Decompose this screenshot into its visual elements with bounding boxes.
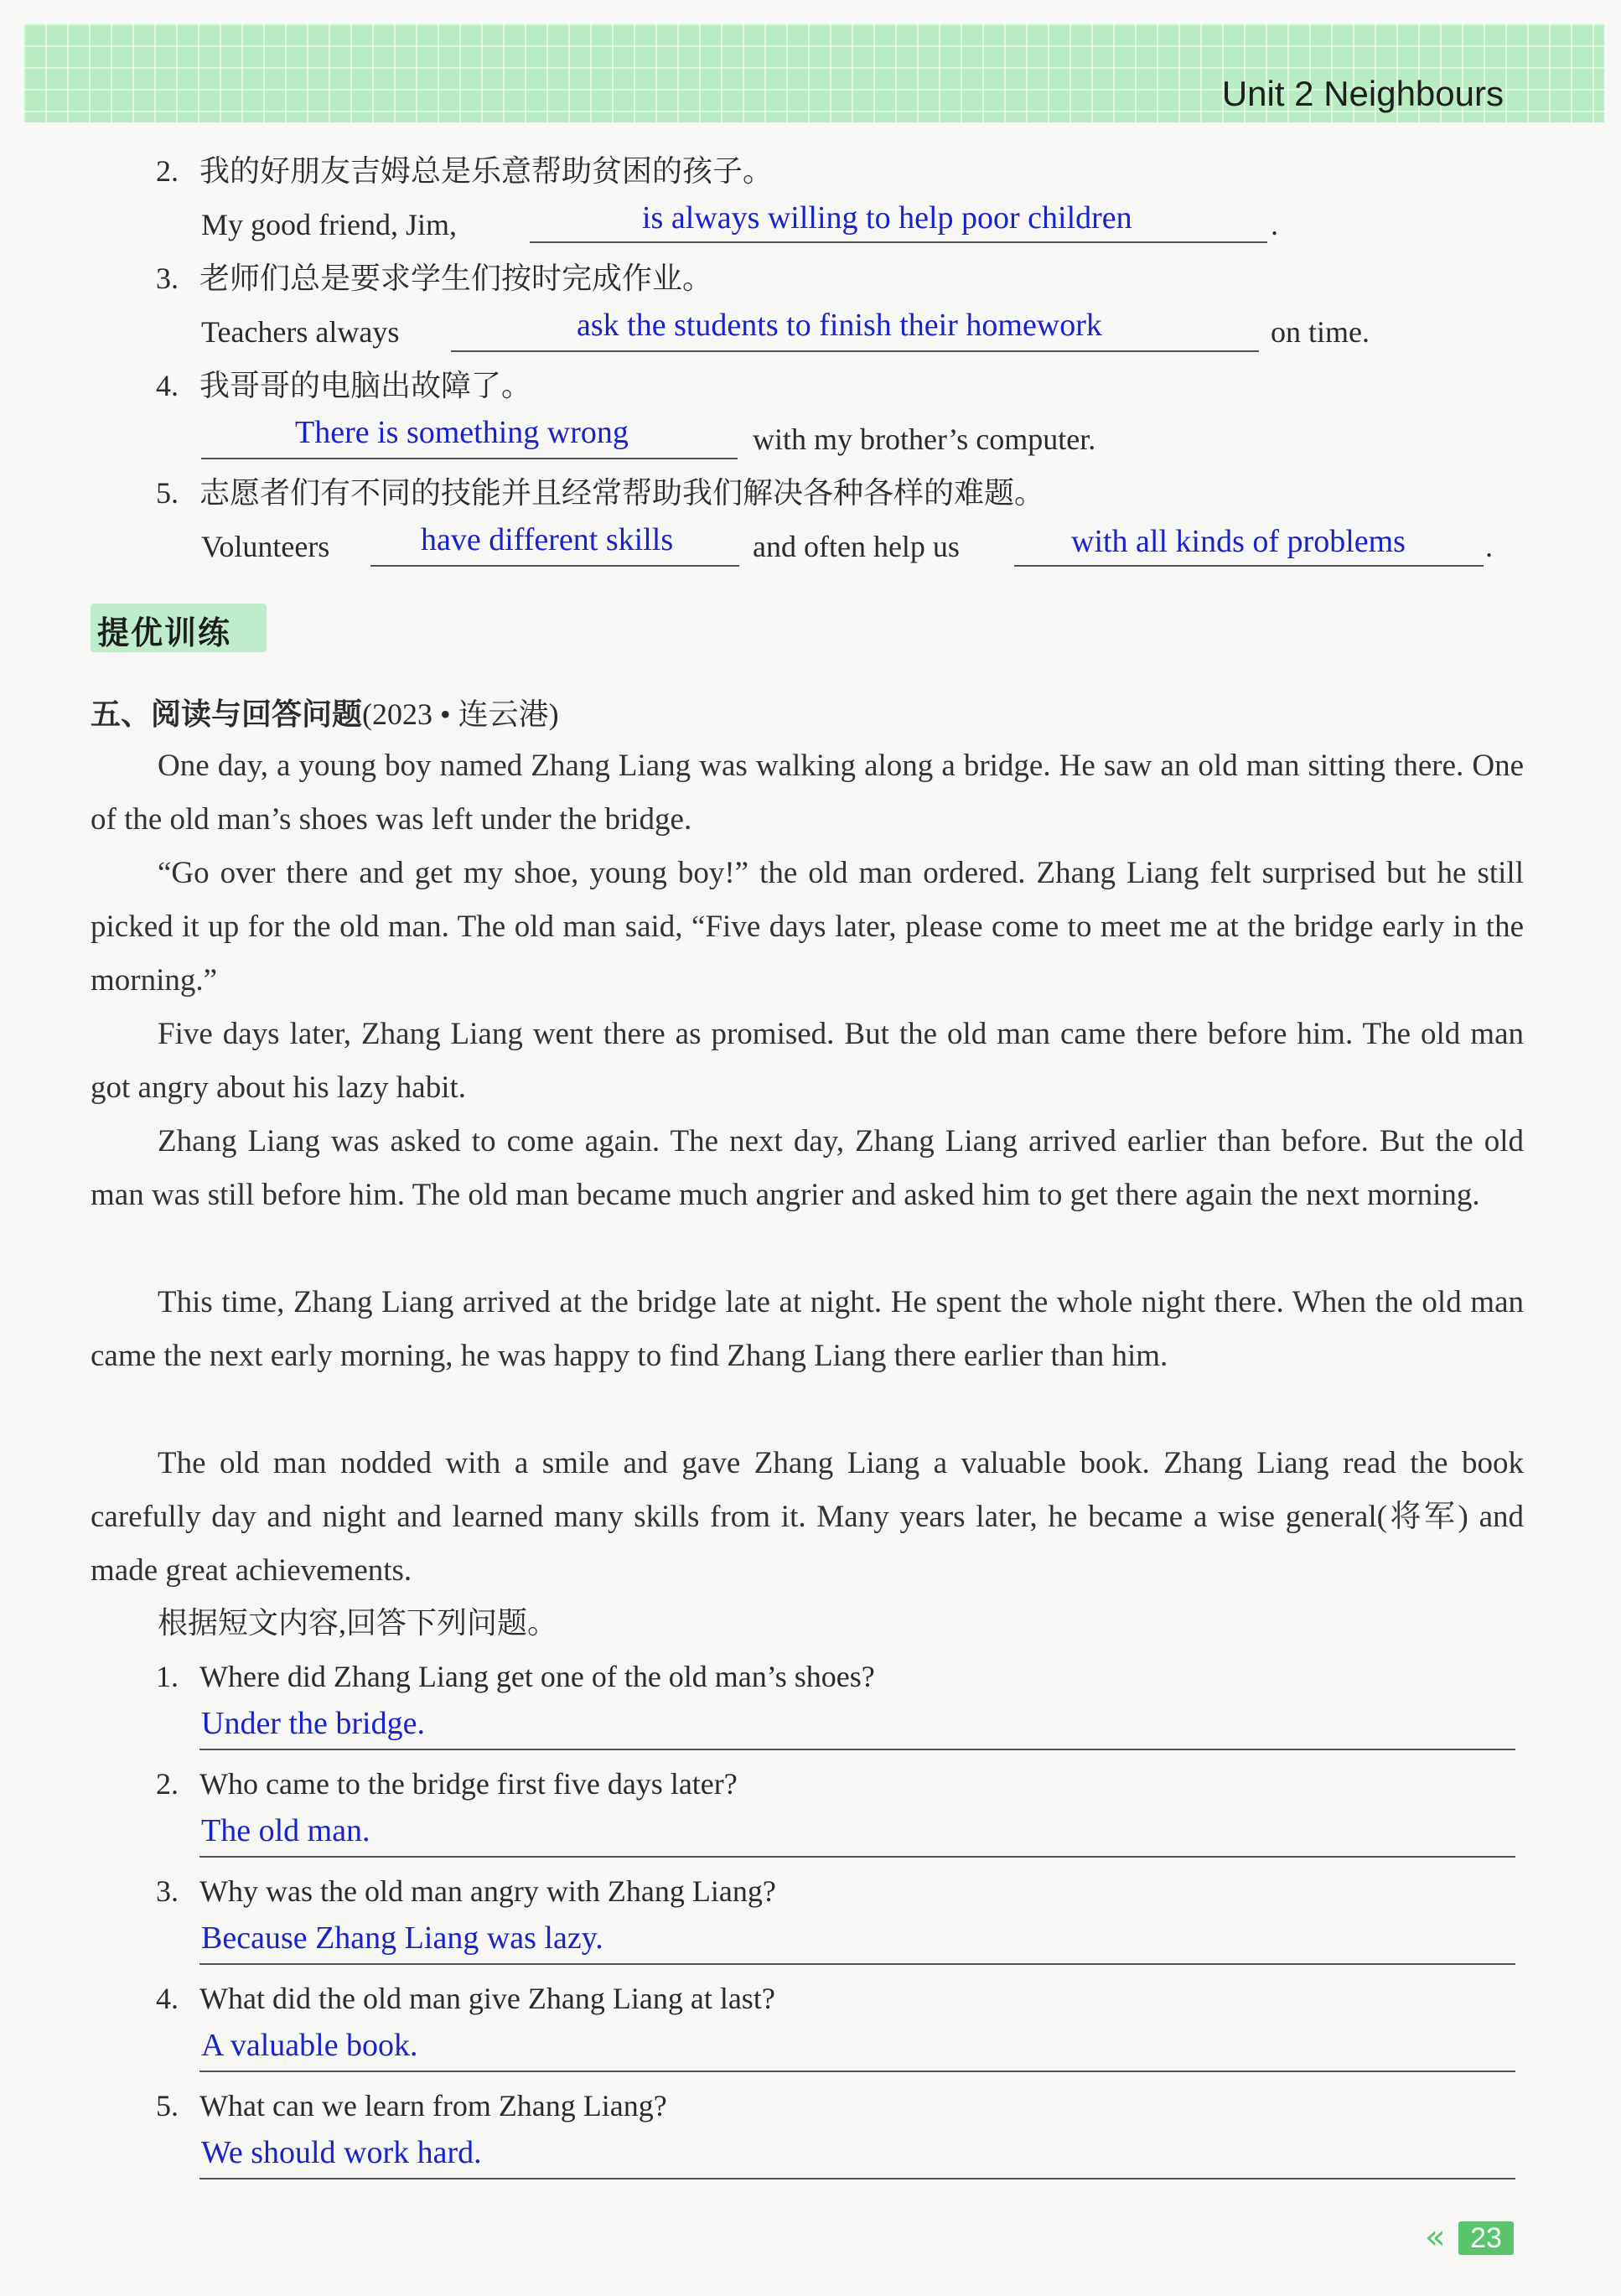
question-number: 4. — [156, 1982, 179, 2015]
handwritten-answer: Under the bridge. — [201, 1706, 425, 1741]
question — [156, 2086, 667, 2126]
answer-blank — [201, 458, 738, 459]
item-number: 5. — [156, 476, 179, 510]
translation-item-3-chinese — [156, 258, 712, 298]
question — [156, 1656, 875, 1697]
sentence-end: . — [1485, 530, 1493, 563]
chinese-sentence: 老师们总是要求学生们按时完成作业。 — [199, 262, 713, 295]
passage-paragraph: “Go over there and get my shoe, young boy!” the old man ordered. Zhang Liang felt surprised but he still picked it up for the old man. The old man said, “Five days later, please come to meet me at the bridge early in the morning.” — [91, 856, 1524, 998]
handwritten-answer: is always willing to help poor children — [642, 200, 1132, 236]
double-chevron-left-icon: « — [1425, 2218, 1446, 2257]
question-number: 2. — [156, 1767, 179, 1801]
handwritten-answer: Because Zhang Liang was lazy. — [201, 1920, 603, 1956]
question-text: What did the old man give Zhang Liang at last? — [199, 1982, 775, 2015]
chinese-sentence: 我的好朋友吉姆总是乐意帮助贫困的孩子。 — [199, 154, 774, 188]
sentence-suffix: with my brother’s computer. — [753, 422, 1096, 456]
question-instruction: 根据短文内容,回答下列问题。 — [158, 1606, 558, 1640]
translation-item-2-prefix: My good friend, Jim, — [201, 208, 457, 241]
item-number: 2. — [156, 154, 179, 188]
reading-heading — [91, 691, 559, 733]
page-number: 23 — [1458, 2221, 1514, 2255]
passage-paragraph: Zhang Liang was asked to come again. The next day, Zhang Liang arrived earlier than before. But the old man was still before him. The old man became much angrier and asked him to get there again the next morning. — [91, 1124, 1524, 1212]
page-number-badge — [1425, 2218, 1517, 2257]
answer-blank — [451, 350, 1259, 352]
question-number: 5. — [156, 2089, 179, 2122]
handwritten-answer: with all kinds of problems — [1071, 524, 1406, 559]
question — [156, 1978, 775, 2019]
answer-line — [199, 2178, 1515, 2179]
sentence-middle: and often help us — [753, 530, 960, 563]
handwritten-answer: A valuable book. — [201, 2028, 418, 2063]
sentence-suffix: on time. — [1271, 315, 1370, 349]
handwritten-answer: ask the students to finish their homework — [577, 308, 1102, 343]
question-number: 3. — [156, 1874, 179, 1908]
translation-item-2-chinese — [156, 151, 773, 191]
translation-item-3-prefix: Teachers always — [201, 315, 400, 349]
passage-paragraph: Five days later, Zhang Liang went there as promised. But the old man came there before him. The old man got angry about his lazy habit. — [91, 1017, 1524, 1105]
chinese-sentence: 志愿者们有不同的技能并且经常帮助我们解决各种各样的难题。 — [199, 476, 1045, 510]
translation-item-5-chinese — [156, 473, 1044, 513]
question-text: What can we learn from Zhang Liang? — [199, 2089, 667, 2122]
question-text: Why was the old man angry with Zhang Liang? — [199, 1874, 776, 1908]
answer-line — [199, 1856, 1515, 1858]
translation-item-5-prefix: Volunteers — [201, 530, 330, 563]
handwritten-answer: The old man. — [201, 1813, 370, 1848]
answer-line — [199, 1963, 1515, 1965]
passage-paragraph: One day, a young boy named Zhang Liang was walking along a bridge. He saw an old man sitting there. One of the old man’s shoes was left under the bridge. — [91, 749, 1524, 837]
answer-line — [199, 2071, 1515, 2072]
translation-item-4-chinese — [156, 365, 531, 406]
answer-blank — [370, 565, 739, 567]
question — [156, 1764, 738, 1804]
question — [156, 1871, 776, 1911]
sentence-end: . — [1271, 208, 1278, 241]
passage-paragraph: The old man nodded with a smile and gave Zhang Liang a valuable book. Zhang Liang read the book carefully day and night and learned many skills from it. Many years later, he became a wise general(将军) and made great achievements. — [91, 1446, 1524, 1588]
section-label: 提优训练 — [97, 614, 232, 651]
handwritten-answer: have different skills — [421, 522, 674, 557]
question-text: Where did Zhang Liang get one of the old man’s shoes? — [199, 1660, 875, 1693]
unit-title: Unit 2 Neighbours — [1221, 74, 1504, 113]
chinese-sentence: 我哥哥的电脑出故障了。 — [199, 369, 532, 402]
question-number: 1. — [156, 1660, 179, 1693]
handwritten-answer: There is something wrong — [295, 415, 629, 450]
handwritten-answer: We should work hard. — [201, 2135, 482, 2170]
answer-line — [199, 1749, 1515, 1750]
heading-source: (2023 • 连云港) — [362, 697, 559, 731]
item-number: 3. — [156, 262, 179, 295]
question-text: Who came to the bridge first five days later? — [199, 1767, 738, 1801]
passage-paragraph: This time, Zhang Liang arrived at the bridge late at night. He spent the whole night there. When the old man came the next early morning, he was happy to find Zhang Liang there earlier than him. — [91, 1285, 1524, 1373]
item-number: 4. — [156, 369, 179, 402]
answer-blank — [1014, 565, 1484, 567]
answer-blank — [530, 241, 1267, 243]
heading-text: 五、阅读与回答问题 — [91, 697, 363, 732]
